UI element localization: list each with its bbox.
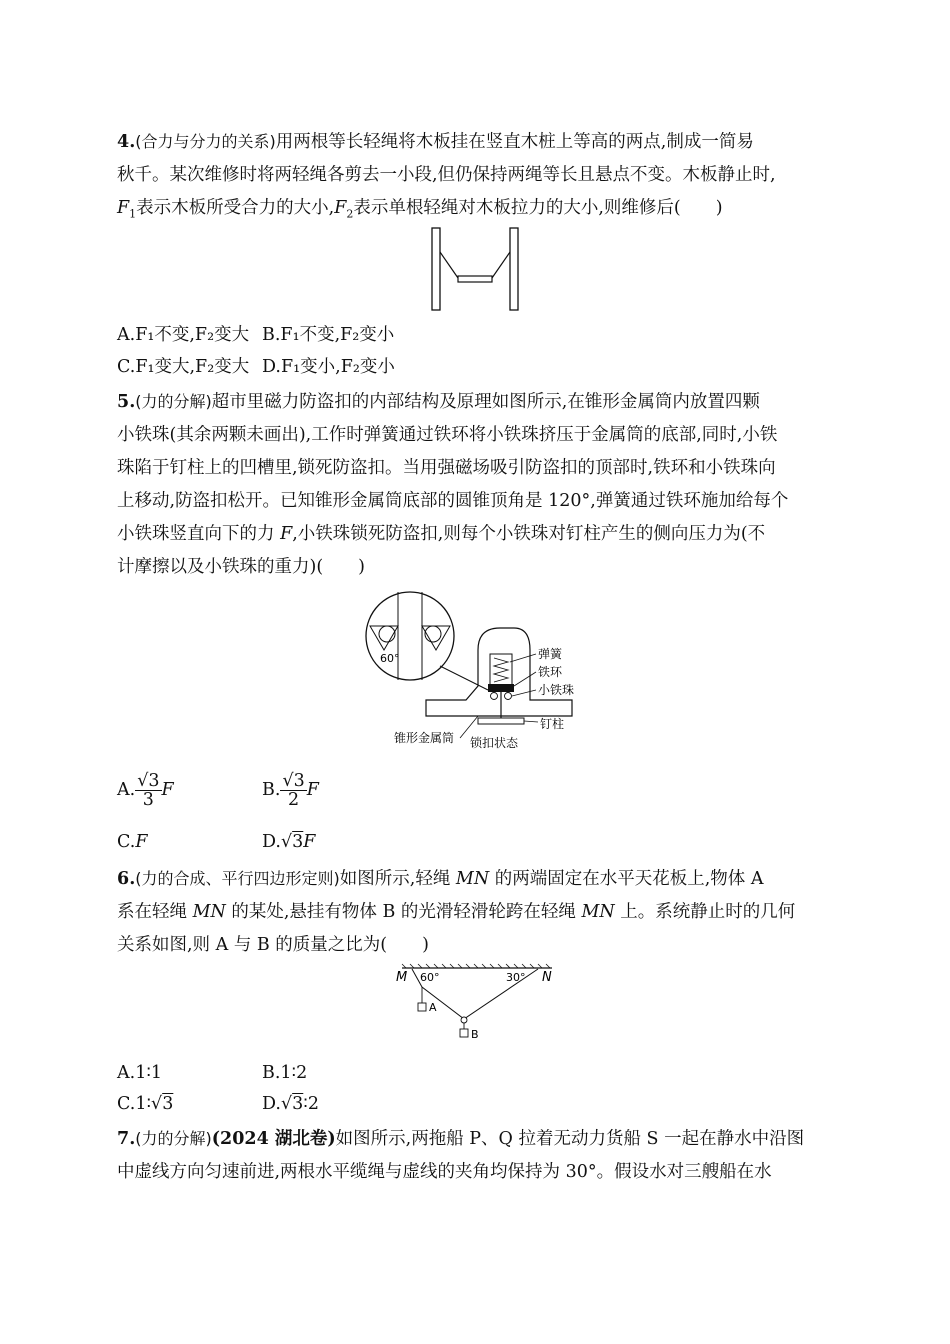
q6-option-a[interactable]: A.1∶1 (117, 1063, 163, 1083)
q4-line2: 秋千。某次维修时将两轻绳各剪去一小段,但仍保持两绳等长且悬点不变。木板静止时, (117, 165, 776, 185)
q5-line3: 珠陷于钉柱上的凹槽里,锁死防盗扣。当用强磁场吸引防盗扣的顶部时,铁环和小铁珠向 (117, 458, 776, 478)
q6-option-c[interactable]: C.1∶√3 (117, 1094, 174, 1114)
fig6-a-label: A (429, 1001, 437, 1014)
q5-line5: 小铁珠竖直向下的力 F,小铁珠锁死防盗扣,则每个小铁珠对钉柱产生的侧向压力为(不 (117, 524, 766, 544)
fig6-n-label: N (542, 970, 552, 985)
q4-swing-figure (428, 226, 522, 312)
q6-option-d[interactable]: D.√3∶2 (262, 1094, 319, 1114)
q6-option-b[interactable]: B.1∶2 (262, 1063, 308, 1083)
fig5-pin-label: 钉柱 (540, 717, 565, 731)
fig6-b-label: B (471, 1028, 479, 1041)
fig6-m-label: M (396, 970, 408, 985)
q7-line2: 中虚线方向匀速前进,两根水平缆绳与虚线的夹角均保持为 30°。假设水对三艘船在水 (117, 1162, 772, 1182)
q6-line1: 6.(力的合成、平行四边形定则)如图所示,轻绳 MN 的两端固定在水平天花板上,物体 A (117, 869, 764, 889)
fig5-state-label: 锁扣状态 (470, 736, 519, 750)
q5-lock-figure (360, 588, 610, 758)
q6-rope-figure (392, 963, 562, 1047)
q5-line4: 上移动,防盗扣松开。已知锥形金属筒底部的圆锥顶角是 120°,弹簧通过铁环施加给每个 (117, 491, 789, 511)
fig6-angle30-label: 30° (506, 971, 526, 984)
q4-option-d[interactable]: D.F₁变小,F₂变小 (262, 357, 395, 377)
q4-option-b[interactable]: B.F₁不变,F₂变小 (262, 325, 395, 345)
q5-option-a[interactable]: A. $\frac{√3}{3}$ F (117, 771, 174, 810)
q6-line2: 系在轻绳 MN 的某处,悬挂有物体 B 的光滑轻滑轮跨在轻绳 MN 上。系统静止时的几何 (117, 902, 796, 922)
q5-line6: 计摩擦以及小铁珠的重力)( ) (117, 557, 365, 577)
q4-line3: $F_1$表示木板所受合力的大小$,F_2$表示单根轻绳对木板拉力的大小,则维修后( ) (117, 198, 723, 221)
q4-text-1: 用两根等长轻绳将木板挂在竖直木桩上等高的两点,制成一简易 (275, 132, 754, 152)
q5-option-b[interactable]: B. $\frac{√3}{2}$ F (262, 771, 319, 810)
q4-number: 4 (117, 132, 130, 152)
q5-line1: 5.(力的分解)超市里磁力防盗扣的内部结构及原理如图所示,在锥形金属筒内放置四颗 (117, 392, 760, 412)
q6-line3: 关系如图,则 A 与 B 的质量之比为( ) (117, 935, 429, 955)
q7-line1: 7.(力的分解)(2024 湖北卷)如图所示,两拖船 P、Q 拉着无动力货船 S 一起在静水中沿图 (117, 1129, 805, 1149)
fig5-spring-label: 弹簧 (538, 647, 563, 661)
q5-option-c[interactable]: C.F (117, 832, 148, 852)
fig5-cone-label: 锥形金属筒 (394, 731, 455, 745)
q4-line1: 4.(合力与分力的关系)用两根等长轻绳将木板挂在竖直木桩上等高的两点,制成一简易 (117, 132, 754, 152)
q5-line2: 小铁珠(其余两颗未画出),工作时弹簧通过铁环将小铁珠挤压于金属筒的底部,同时,小铁 (117, 425, 778, 445)
q4-tag: (合力与分力的关系) (135, 132, 276, 151)
q5-option-d[interactable]: D.√3F (262, 832, 316, 852)
fig6-angle60-label: 60° (420, 971, 440, 984)
fig5-ring-label: 铁环 (538, 665, 563, 679)
fig5-angle-label: 60° (380, 652, 400, 665)
q4-option-a[interactable]: A.F₁不变,F₂变大 (117, 325, 250, 345)
q4-option-c[interactable]: C.F₁变大,F₂变大 (117, 357, 250, 377)
fig5-ball-label: 小铁珠 (538, 683, 575, 697)
